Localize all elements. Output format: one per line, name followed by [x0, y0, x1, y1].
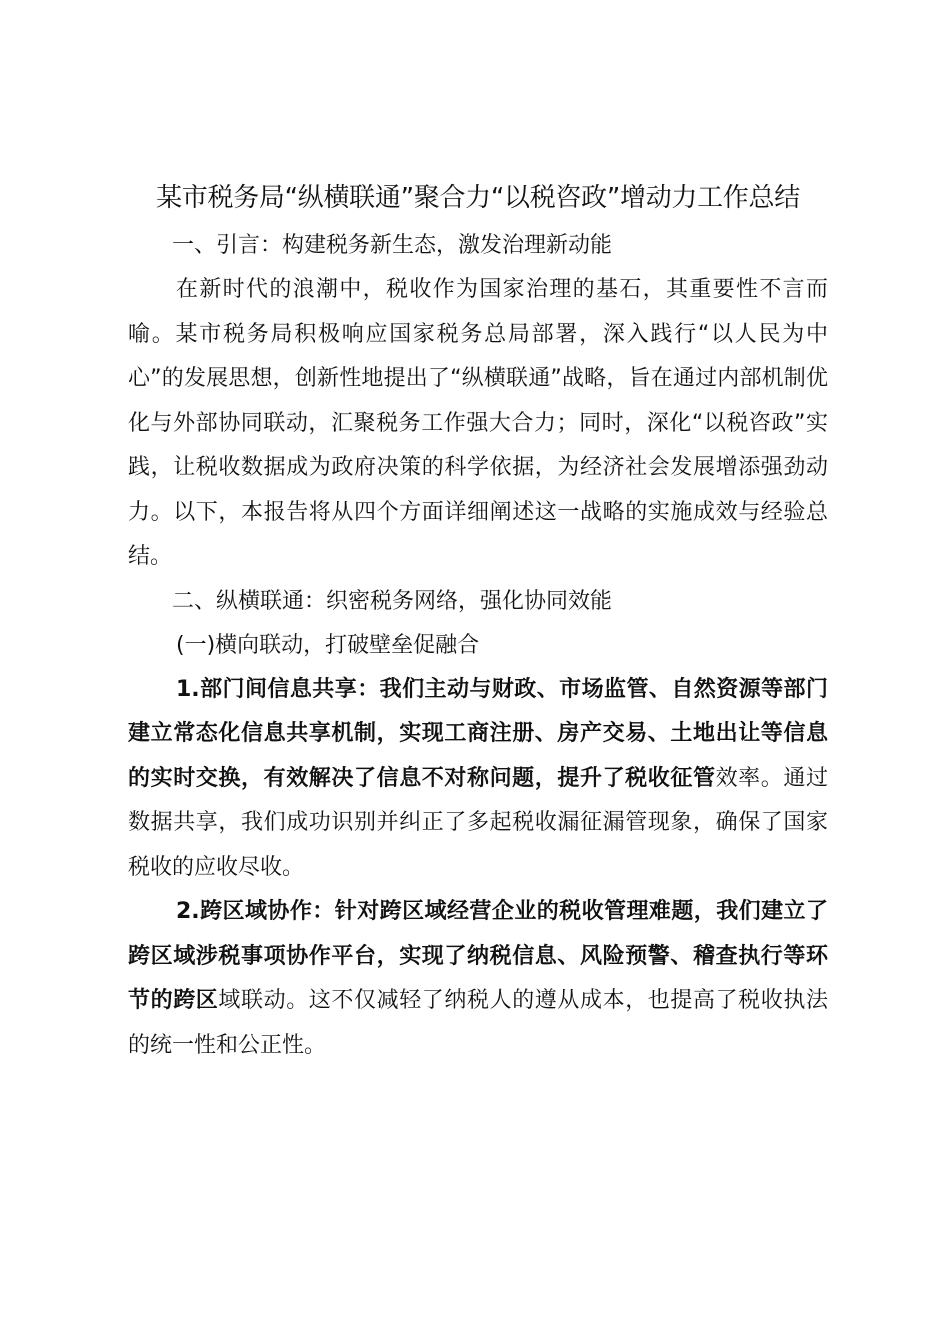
section-2-heading: 二、纵横联通：织密税务网络，强化协同效能 [172, 588, 613, 614]
document-title: 某市税务局“纵横联通”聚合力“以税咨政”增动力工作总结 [156, 183, 800, 213]
item-1-bold-text: 1.部门间信息共享：我们主动与财政、市场监管、自然资源等部门建立常态化信息共享机制，实现工商注册、房产交易、土地出让等信息的实时交换，有效解决了信息不对称问题，提升了税收征管 [128, 676, 828, 791]
section-1-heading: 一、引言：构建税务新生态，激发治理新动能 [172, 233, 613, 258]
item-1-normal-text: 效率。通过数据共享，我们成功识别并纠正了多起税收漏征漏管现象，确保了国家税收的应收尽收。 [128, 765, 828, 880]
document-content [128, 172, 828, 1068]
section-2-subheading: (一)横向联动，打破壁垒促融合 [176, 632, 480, 658]
section-1-paragraph: 在新时代的浪潮中，税收作为国家治理的基石，其重要性不言而喻。某市税务局积极响应国家税务总局部署，深入践行“以人民为中心”的发展思想，创新性地提出了“纵横联通”战略，旨在通过内部机制优化与外部协同联动，汇聚税务工作强大合力；同时，深化“以税咨政”实践，让税收数据成为政府决策的科学依据，为经济社会发展增添强劲动力。以下，本报告将从四个方面详细阐述这一战略的实施成效与经验总结。 [128, 277, 828, 569]
item-2-bold-text: 2.跨区域协作：针对跨区域经营企业的税收管理难题，我们建立了跨区域涉税事项协作平台，实现了纳税信息、风险预警、稽查执行等环节的跨区 [128, 899, 828, 1013]
item-2-paragraph [128, 890, 828, 1068]
item-1-paragraph [128, 668, 828, 891]
item-2-normal-text: 域联动。这不仅减轻了纳税人的遵从成本，也提高了税收执法的统一性和公正性。 [128, 988, 828, 1058]
